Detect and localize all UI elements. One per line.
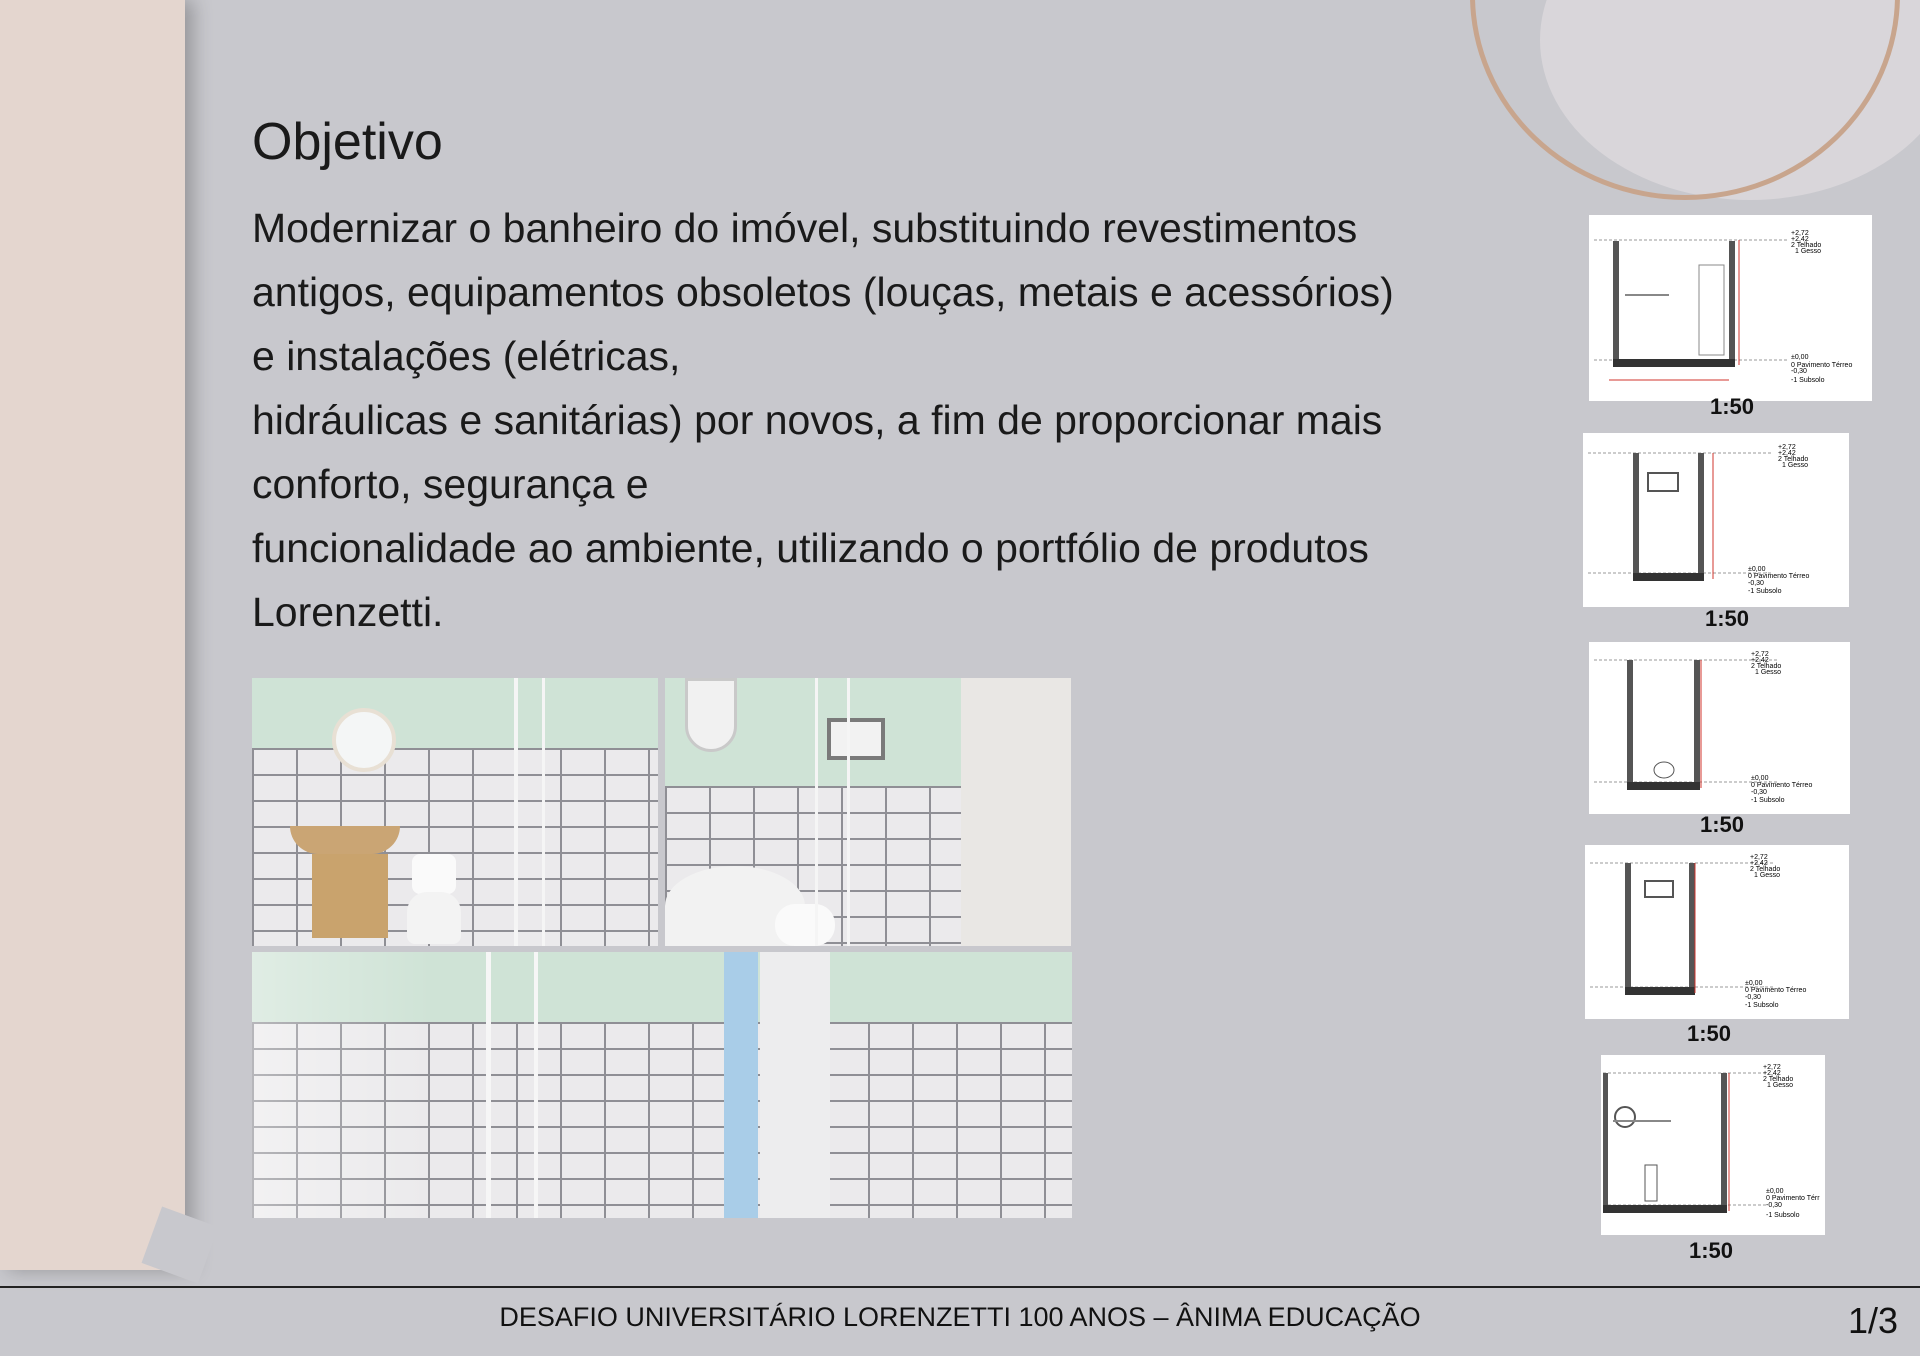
level-label: ±0,00 (1791, 354, 1809, 361)
scale-label: 1:50 (1687, 1021, 1732, 1046)
level-label: 1 Gesso (1767, 1082, 1794, 1089)
shower-curtain (760, 952, 830, 1218)
level-label: -0,30 (1745, 994, 1761, 1001)
level-label: 1 Gesso (1795, 248, 1822, 255)
section-drawing-5 (1601, 1055, 1825, 1235)
section-drawing-3 (1589, 642, 1850, 814)
paragraph-line: funcionalidade ao ambiente, utilizando o portfólio de produtos (252, 525, 1369, 571)
level-label: 0 Pavimento Térreo (1745, 987, 1807, 994)
level-label: -0,30 (1791, 368, 1807, 375)
level-label: -0,30 (1748, 580, 1764, 587)
page-heading: Objetivo (252, 113, 443, 171)
section-drawing-svg (1589, 215, 1872, 401)
page-number: 1/3 (1847, 1300, 1898, 1341)
level-label: 2 Telhado (1778, 456, 1809, 463)
scale-label: 1:50 (1689, 1238, 1734, 1263)
level-label: +2,72 (1791, 230, 1809, 237)
level-label: -1 Subsolo (1748, 588, 1782, 595)
footer-divider (0, 1286, 1920, 1288)
level-label: ±0,00 (1766, 1188, 1784, 1195)
section-drawing-4 (1585, 845, 1849, 1019)
paragraph-line: e instalações (elétricas, (252, 333, 681, 379)
light-gradient (252, 952, 432, 1218)
level-label: -0,30 (1766, 1202, 1782, 1209)
paragraph-line: antigos, equipamentos obsoletos (louças, metais e acessórios) (252, 269, 1394, 315)
level-label: 2 Telhado (1791, 242, 1822, 249)
level-label: -0,30 (1751, 789, 1767, 796)
footer-text: DESAFIO UNIVERSITÁRIO LORENZETTI 100 ANOS – ÂNIMA EDUCAÇÃO (499, 1302, 1421, 1332)
glass-frame (534, 952, 538, 1218)
section-drawing-svg (1589, 642, 1850, 814)
glass-frame (542, 678, 545, 946)
level-label: 1 Gesso (1755, 669, 1782, 676)
level-label: 1 Gesso (1782, 462, 1809, 469)
level-label: 0 Pavimento Térreo (1791, 362, 1853, 369)
level-label: 2 Telhado (1763, 1076, 1794, 1083)
level-label: +2,72 (1778, 444, 1796, 451)
level-label: +2,42 (1763, 1070, 1781, 1077)
level-label: 2 Telhado (1751, 663, 1782, 670)
paragraph-line: conforto, segurança e (252, 461, 649, 507)
section-drawing-svg (1583, 433, 1849, 607)
vanity-cabinet (312, 854, 388, 938)
level-label: -1 Subsolo (1745, 1002, 1779, 1009)
paragraph-line: hidráulicas e sanitárias) por novos, a fim de proporcionar mais (252, 397, 1383, 443)
level-label: 1 Gesso (1754, 872, 1781, 879)
left-decorative-strip (0, 0, 185, 1270)
glass-frame (815, 678, 818, 946)
glass-frame (514, 678, 518, 946)
level-label: -1 Subsolo (1766, 1212, 1800, 1219)
scale-label: 1:50 (1710, 394, 1755, 419)
level-label: -1 Subsolo (1791, 377, 1825, 384)
level-label: ±0,00 (1748, 566, 1766, 573)
toilet (775, 904, 835, 946)
render-toilet-view (665, 678, 1071, 946)
level-label: +2,42 (1791, 236, 1809, 243)
level-label: +2,42 (1750, 860, 1768, 867)
level-label: -1 Subsolo (1751, 797, 1785, 804)
level-label: 0 Pavimento Térr (1766, 1195, 1820, 1202)
level-label: +2,72 (1750, 854, 1768, 861)
window (827, 718, 885, 760)
level-label: +2,42 (1751, 657, 1769, 664)
window-sky (724, 952, 758, 1218)
section-drawing-1 (1589, 215, 1872, 401)
level-label: +2,42 (1778, 450, 1796, 457)
sink-countertop (290, 826, 400, 854)
toilet-tank (412, 854, 456, 894)
level-label: ±0,00 (1751, 775, 1769, 782)
objective-paragraph (252, 196, 1572, 644)
mirror (685, 678, 737, 752)
toilet-bowl (407, 892, 461, 944)
section-drawing-svg (1601, 1055, 1825, 1235)
level-label: +2,72 (1751, 651, 1769, 658)
shower-curtain (961, 678, 1071, 946)
scale-label: 1:50 (1700, 812, 1745, 837)
level-label: 0 Pavimento Térreo (1748, 573, 1810, 580)
level-label: +2,72 (1763, 1064, 1781, 1071)
paragraph-line: Modernizar o banheiro do imóvel, substituindo revestimentos (252, 205, 1358, 251)
glass-frame (486, 952, 491, 1218)
section-drawing-svg (1585, 845, 1849, 1019)
level-label: ±0,00 (1745, 980, 1763, 987)
round-mirror (332, 708, 396, 772)
render-sink-toilet (252, 678, 658, 946)
glass-frame (847, 678, 850, 946)
green-wall (252, 678, 658, 748)
scale-label: 1:50 (1705, 606, 1750, 631)
level-label: 2 Telhado (1750, 866, 1781, 873)
level-label: 0 Pavimento Térreo (1751, 782, 1813, 789)
section-drawing-2 (1583, 433, 1849, 607)
render-shower-area (252, 952, 1072, 1218)
paragraph-line: Lorenzetti. (252, 589, 444, 635)
